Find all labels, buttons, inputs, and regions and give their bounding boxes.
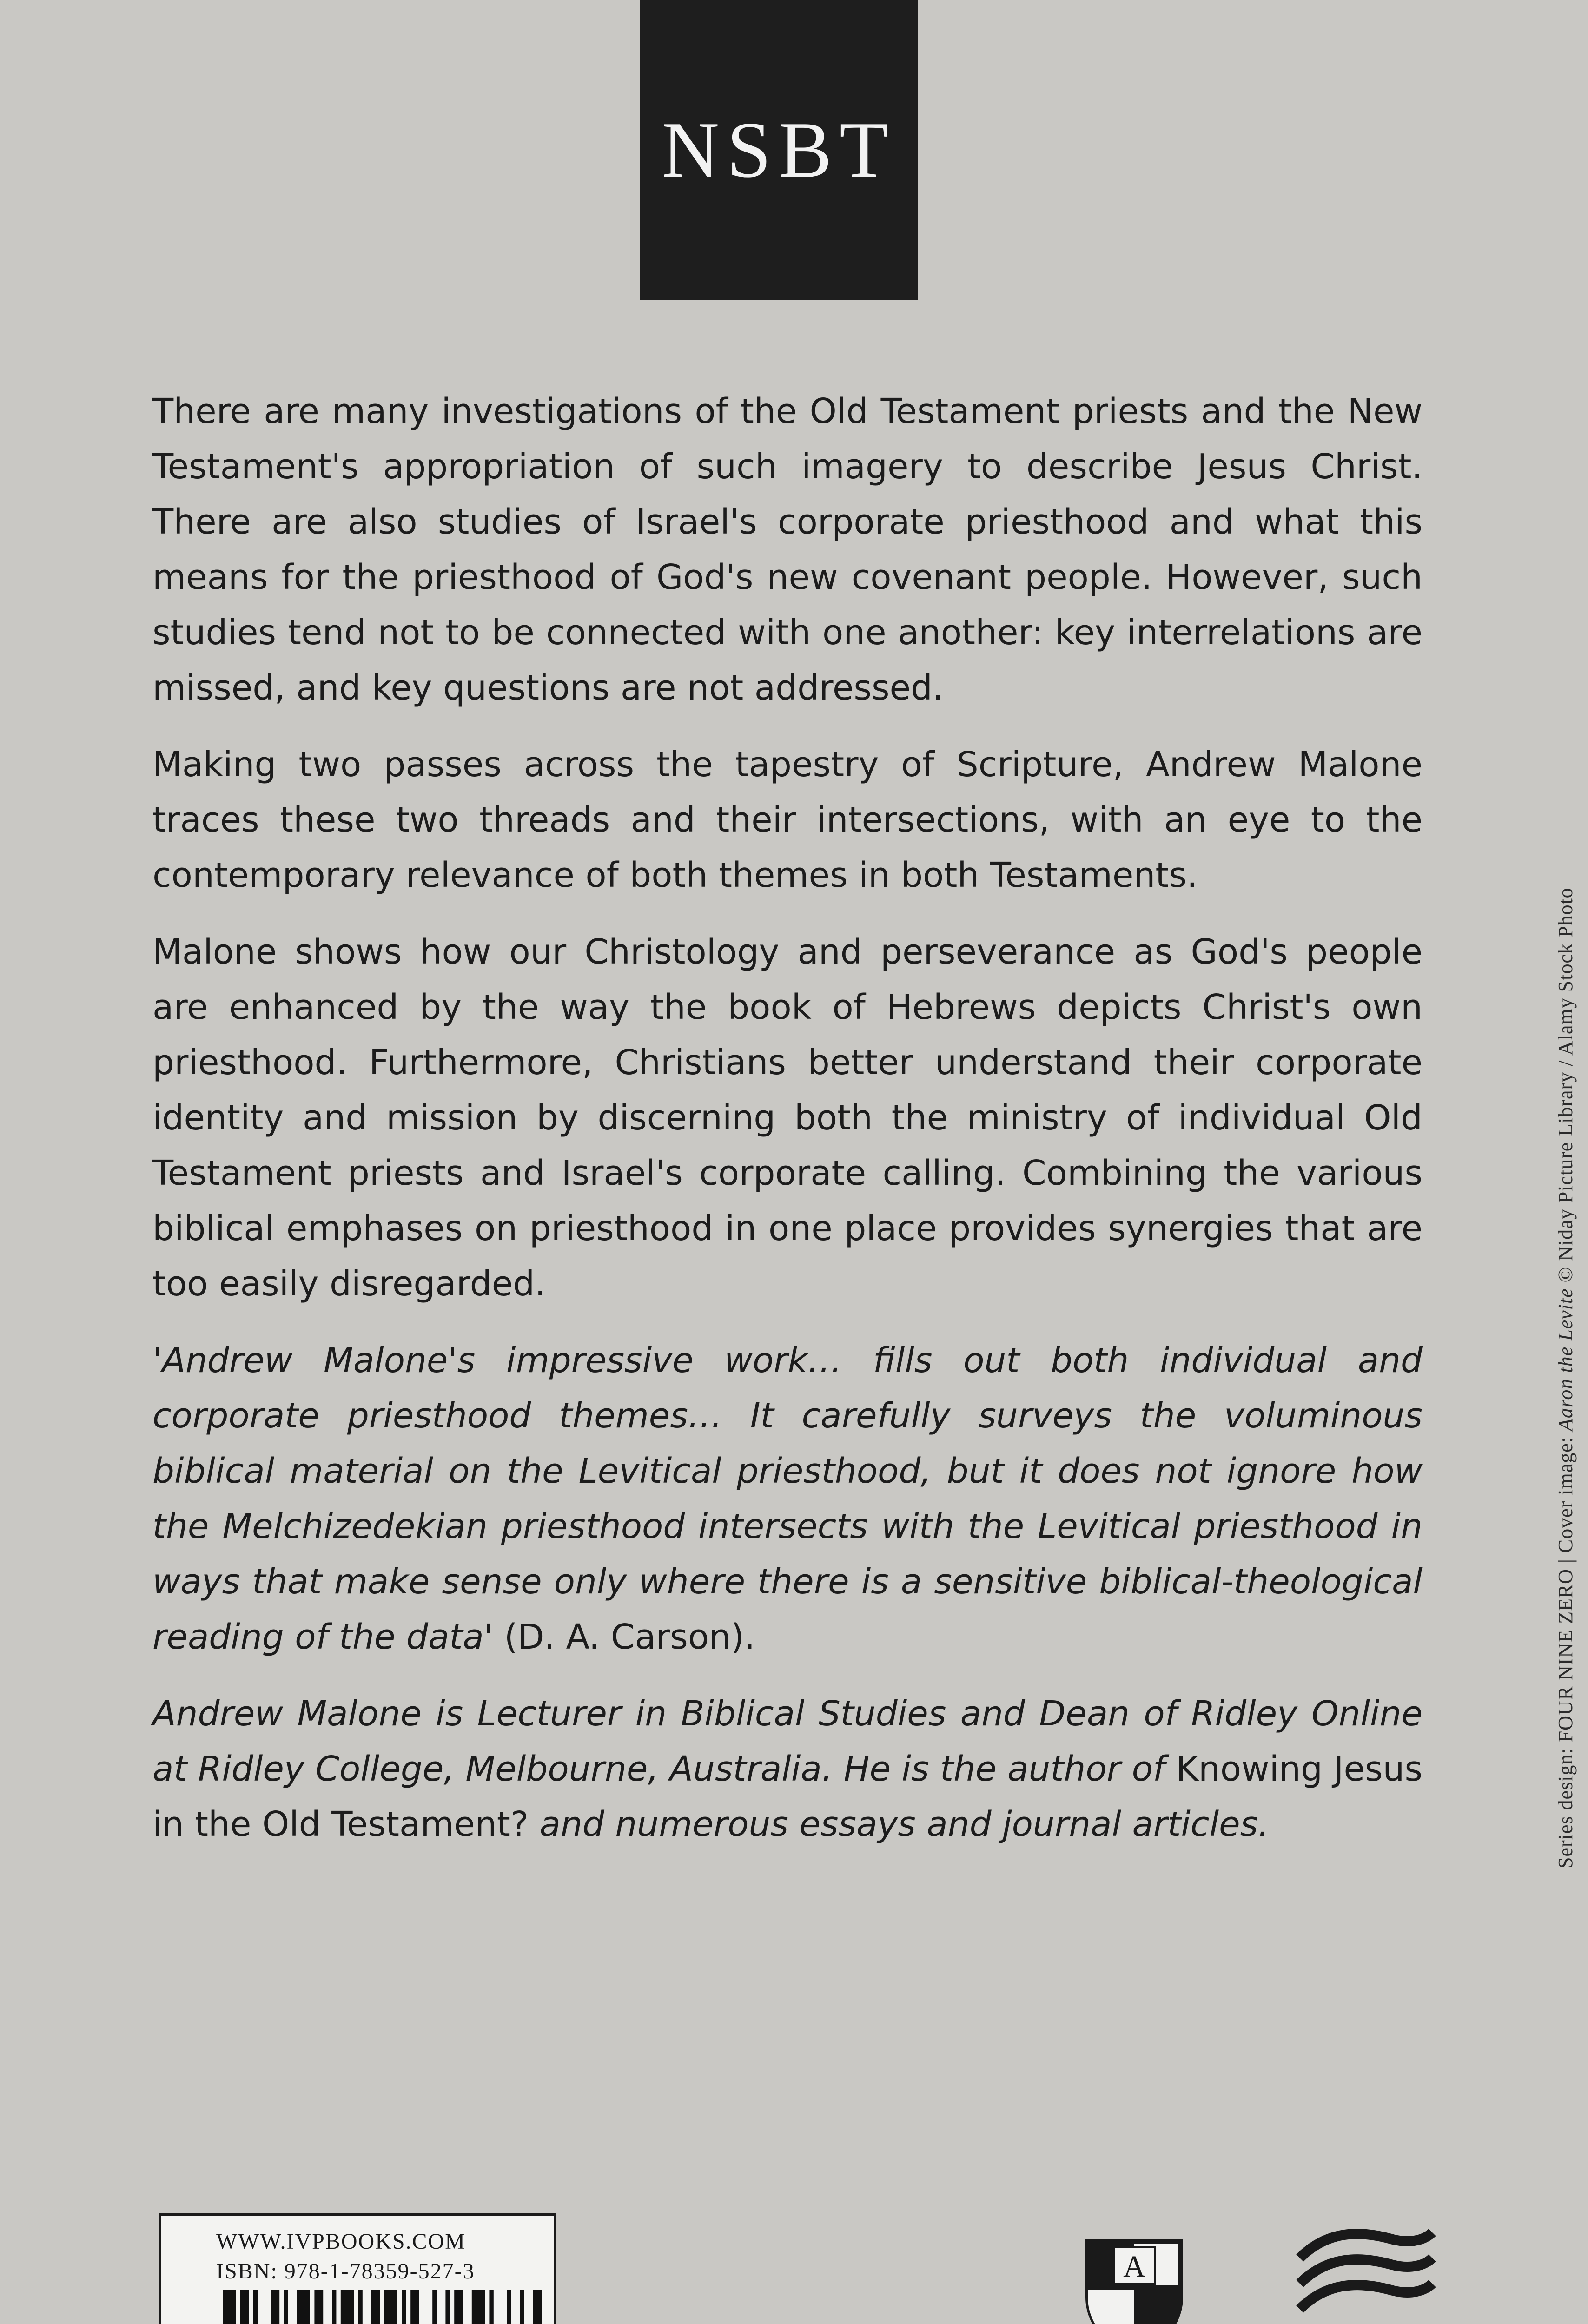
barcode-box [159,2213,556,2324]
barcode-bar [240,2290,249,2324]
barcode-bar [358,2290,362,2324]
barcode-bar [432,2290,437,2324]
blurb-paragraph-3: Malone shows how our Christology and perseverance as God's people are enhanced by the way the book of Hebrews depicts Christ's own priesthood. Furthermore, Christians better understand their corporate identity and mission by discerning both the ministry of individual Old Testament priests and Israel's corporate calling. Combining the various biblical emphases on priesthood in one place provides synergies that are too easily disregarded. [152,932,1423,1304]
barcode-bar [489,2290,493,2324]
endorsement-text: 'Andrew Malone's impressive work… fills out both individual and corporate priesthood themes… It carefully surveys the voluminous biblical material on the Levitical priesthood, but it does not ignore how the Melchizedekian priesthood intersects with the Levitical priesthood in ways that make sense only where there is a sensitive biblical-theological reading of the data' [152,1340,1423,1657]
isbn-number: ISBN: 978-1-78359-527-3 [216,2259,475,2284]
apollos-shield-icon [1083,2237,1185,2324]
barcode-bar [284,2290,288,2324]
barcode-bar [297,2290,310,2324]
barcode-bar [332,2290,336,2324]
cover-credit [1554,887,1577,1868]
author-bio-part-2: and numerous essays and journal articles. [529,1804,1269,1844]
endorsement-quote [152,1333,1423,1665]
barcode-bar [384,2290,397,2324]
barcode-bar [223,2290,236,2324]
ivp-waves-icon [1290,2225,1439,2324]
barcode-bar [410,2290,419,2324]
author-book-title: Knowing Jesus in the Old Testament? [152,1749,1423,1844]
barcode-bar [402,2290,406,2324]
blurb-paragraph-2: Making two passes across the tapestry of Scripture, Andrew Malone traces these two threads and their intersections, with an eye to the contemporary relevance of both themes in both Testaments. [152,745,1423,895]
author-bio [152,1686,1423,1852]
barcode-bar [507,2290,511,2324]
barcode-bar [472,2290,485,2324]
publisher-url: WWW.IVPBOOKS.COM [216,2229,466,2254]
series-badge [640,0,918,300]
ivp-logo [1290,2225,1439,2324]
blurb-paragraph-1: There are many investigations of the Old Testament priests and the New Testament's appropriation of such imagery to describe Jesus Christ. There are also studies of Israel's corporate priesthood and what this means for the priesthood of God's new covenant people. However, such studies tend not to be connected with one another: key interrelations are missed, and key questions are not addressed. [152,391,1423,708]
series-name: NSBT [662,106,896,194]
barcode-bar [533,2290,542,2324]
apollos-shield-letter: A [1123,2250,1145,2284]
endorsement-attribution: (D. A. Carson). [493,1617,755,1657]
barcode-image [161,2216,554,2324]
barcode-bar [520,2290,524,2324]
barcode-bar [445,2290,450,2324]
credit-suffix: © Niday Picture Library / Alamy Stock Photo [1554,887,1577,1288]
barcode-bar [314,2290,323,2324]
barcode-bar [454,2290,463,2324]
credit-image-title: Aaron the Levite [1554,1288,1577,1431]
barcode-bar [253,2290,258,2324]
author-bio-part-1: Andrew Malone is Lecturer in Biblical Studies and Dean of Ridley Online at Ridley College, Melbourne, Australia. He is the author of [152,1694,1423,1789]
credit-prefix: Series design: FOUR NINE ZERO | Cover image: [1554,1431,1577,1868]
back-cover-blurb [152,384,1423,1874]
barcode-bar [271,2290,279,2324]
barcode-bar [371,2290,380,2324]
apollos-logo [1018,2237,1251,2324]
barcode-bars [223,2290,542,2324]
barcode-bar [341,2290,354,2324]
